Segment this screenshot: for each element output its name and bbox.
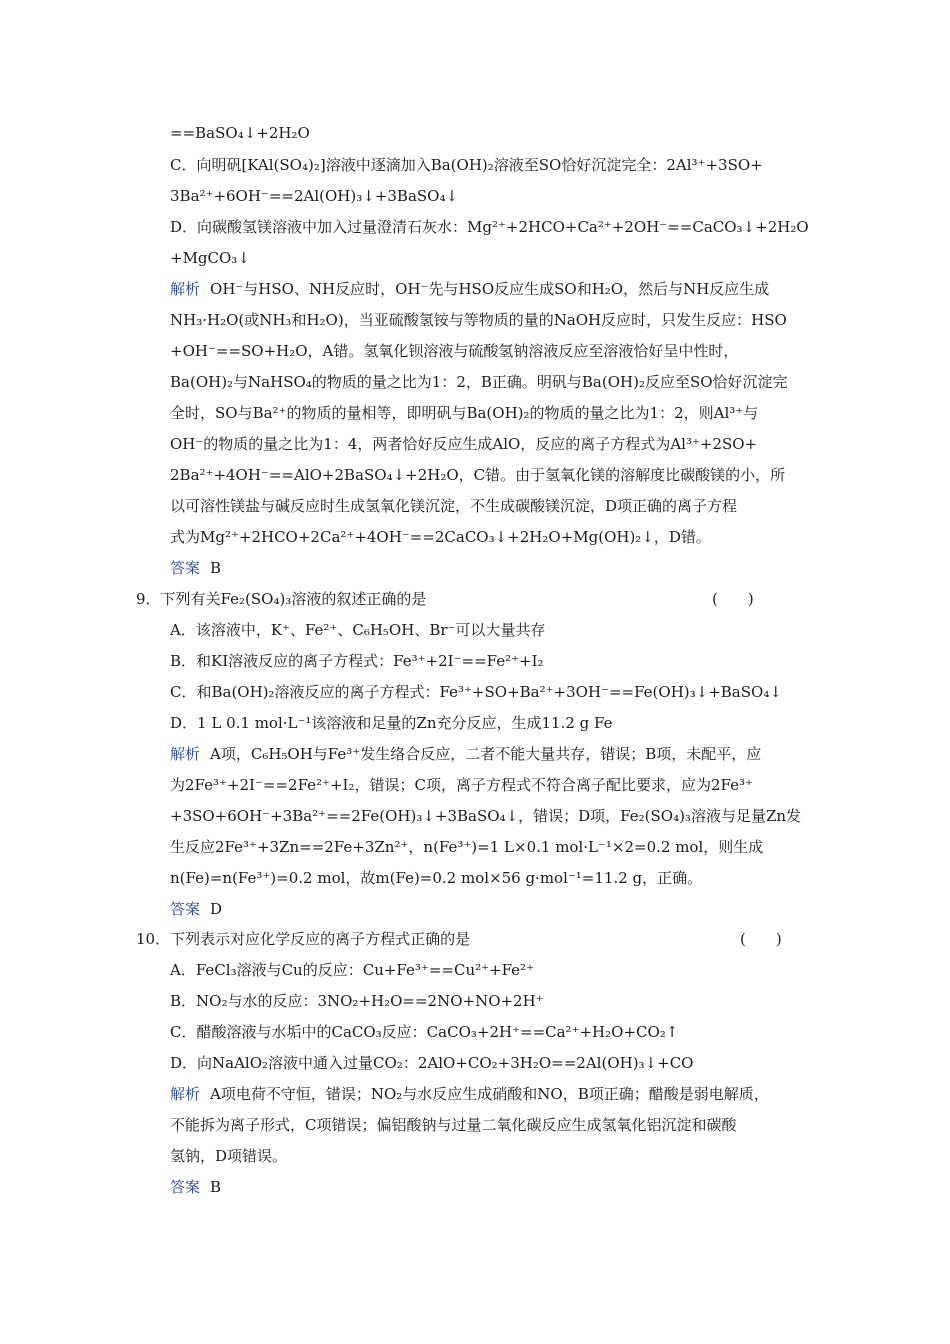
item10-option-d: D．向NaAlO₂溶液中通入过量CO₂：2AlO+CO₂+3H₂O==2Al(OH)₃↓+CO [170, 1054, 694, 1072]
item10-stem: 10．下列表示对应化学反应的离子方程式正确的是 [136, 930, 471, 948]
item8-option-c-line1: C．向明矾[KAl(SO₄)₂]溶液中逐滴加入Ba(OH)₂溶液至SO恰好沉淀完全：2Al³⁺+3SO+ [170, 156, 763, 174]
item10-option-c: C．醋酸溶液与水垢中的CaCO₃反应：CaCO₃+2H⁺==Ca²⁺+H₂O+CO₂↑ [170, 1023, 679, 1041]
item8-analysis-line5: 全时，SO与Ba²⁺的物质的量相等，即明矾与Ba(OH)₂的物质的量之比为1：2，则Al³⁺与 [170, 404, 759, 422]
analysis-label: 解析 [170, 280, 201, 298]
item9-analysis-line3: +3SO+6OH⁻+3Ba²⁺==2Fe(OH)₃↓+3BaSO₄↓，错误；D项，Fe₂(SO₄)₃溶液与足量Zn发 [170, 807, 802, 825]
item8-option-d-line1: D．向碳酸氢镁溶液中加入过量澄清石灰水：Mg²⁺+2HCO+Ca²⁺+2OH⁻==CaCO₃↓+2H₂O [170, 218, 809, 236]
answer-value: D [210, 900, 223, 918]
item10-analysis-line1: 解析 A项电荷不守恒，错误；NO₂与水反应生成硝酸和NO，B项正确；醋酸是弱电解质， [170, 1085, 769, 1103]
item8-analysis-line8: 以可溶性镁盐与碱反应时生成氢氧化镁沉淀，不生成碳酸镁沉淀，D项正确的离子方程 [170, 497, 738, 515]
item10-answer-blank: ( ) [740, 930, 782, 948]
item9-stem: 9．下列有关Fe₂(SO₄)₃溶液的叙述正确的是 [136, 590, 427, 608]
item9-answer-blank: ( ) [712, 590, 754, 608]
item8-option-d-line2: +MgCO₃↓ [170, 249, 250, 267]
answer-value: B [210, 1178, 222, 1196]
item8-option-c-line2: 3Ba²⁺+6OH⁻==2Al(OH)₃↓+3BaSO₄↓ [170, 187, 459, 205]
item9-analysis-line4: 生反应2Fe³⁺+3Zn==2Fe+3Zn²⁺，n(Fe³⁺)=1 L×0.1 mol·L⁻¹×2=0.2 mol，则生成 [170, 838, 764, 856]
item8-analysis-line1: 解析 OH⁻与HSO、NH反应时，OH⁻先与HSO反应生成SO和H₂O，然后与NH反应生成 [170, 280, 770, 298]
item8-analysis-line7: 2Ba²⁺+4OH⁻==AlO+2BaSO₄↓+2H₂O，C错。由于氢氧化镁的溶解度比碳酸镁的小，所 [170, 466, 786, 484]
answer-value: B [210, 559, 222, 577]
item8-answer [170, 558, 221, 578]
answer-label: 答案 [170, 1178, 201, 1196]
analysis-label: 解析 [170, 745, 201, 763]
item9-option-a: A．该溶液中，K⁺、Fe²⁺、C₆H₅OH、Br⁻可以大量共存 [170, 621, 546, 639]
item9-option-b: B．和KI溶液反应的离子方程式：Fe³⁺+2I⁻==Fe²⁺+I₂ [170, 652, 544, 670]
analysis-label: 解析 [170, 1085, 201, 1103]
item9-option-d: D．1 L 0.1 mol·L⁻¹该溶液和足量的Zn充分反应，生成11.2 g Fe [170, 714, 613, 732]
answer-label: 答案 [170, 900, 201, 918]
item10-option-b: B．NO₂与水的反应：3NO₂+H₂O==2NO+NO+2H⁺ [170, 992, 544, 1010]
item10-option-a: A．FeCl₃溶液与Cu的反应：Cu+Fe³⁺==Cu²⁺+Fe²⁺ [170, 961, 534, 979]
item9-analysis-line5: n(Fe)=n(Fe³⁺)=0.2 mol，故m(Fe)=0.2 mol×56 g·mol⁻¹=11.2 g，正确。 [170, 869, 703, 887]
item10-analysis-line3: 氢钠，D项错误。 [170, 1147, 288, 1165]
item8-analysis-line9: 式为Mg²⁺+2HCO+2Ca²⁺+4OH⁻==2CaCO₃↓+2H₂O+Mg(OH)₂↓，D错。 [170, 528, 711, 546]
item10-answer [170, 1177, 221, 1197]
item8-analysis-line3: +OH⁻==SO+H₂O，A错。氢氧化钡溶液与硫酸氢钠溶液反应至溶液恰好呈中性时， [170, 342, 739, 360]
item8-analysis-line6: OH⁻的物质的量之比为1：4，两者恰好反应生成AlO，反应的离子方程式为Al³⁺+2SO+ [170, 435, 758, 453]
item8-analysis-line4: Ba(OH)₂与NaHSO₄的物质的量之比为1：2，B正确。明矾与Ba(OH)₂反应至SO恰好沉淀完 [170, 373, 788, 391]
item9-analysis-line1: 解析 A项，C₆H₅OH与Fe³⁺发生络合反应，二者不能大量共存，错误；B项，未配平，应 [170, 745, 762, 763]
item8-option-b-tail: ==BaSO₄↓+2H₂O [170, 124, 310, 142]
item9-option-c: C．和Ba(OH)₂溶液反应的离子方程式：Fe³⁺+SO+Ba²⁺+3OH⁻==Fe(OH)₃↓+BaSO₄↓ [170, 683, 782, 701]
answer-label: 答案 [170, 559, 201, 577]
item10-analysis-line2: 不能拆为离子形式，C项错误；偏铝酸钠与过量二氧化碳反应生成氢氧化铝沉淀和碳酸 [170, 1116, 737, 1134]
item9-answer [170, 899, 222, 919]
item8-analysis-line2: NH₃·H₂O(或NH₃和H₂O)，当亚硫酸氢铵与等物质的量的NaOH反应时，只发生反应：HSO [170, 311, 787, 329]
item9-analysis-line2: 为2Fe³⁺+2I⁻==2Fe²⁺+I₂，错误；C项，离子方程式不符合离子配比要求，应为2Fe³⁺ [170, 776, 753, 794]
